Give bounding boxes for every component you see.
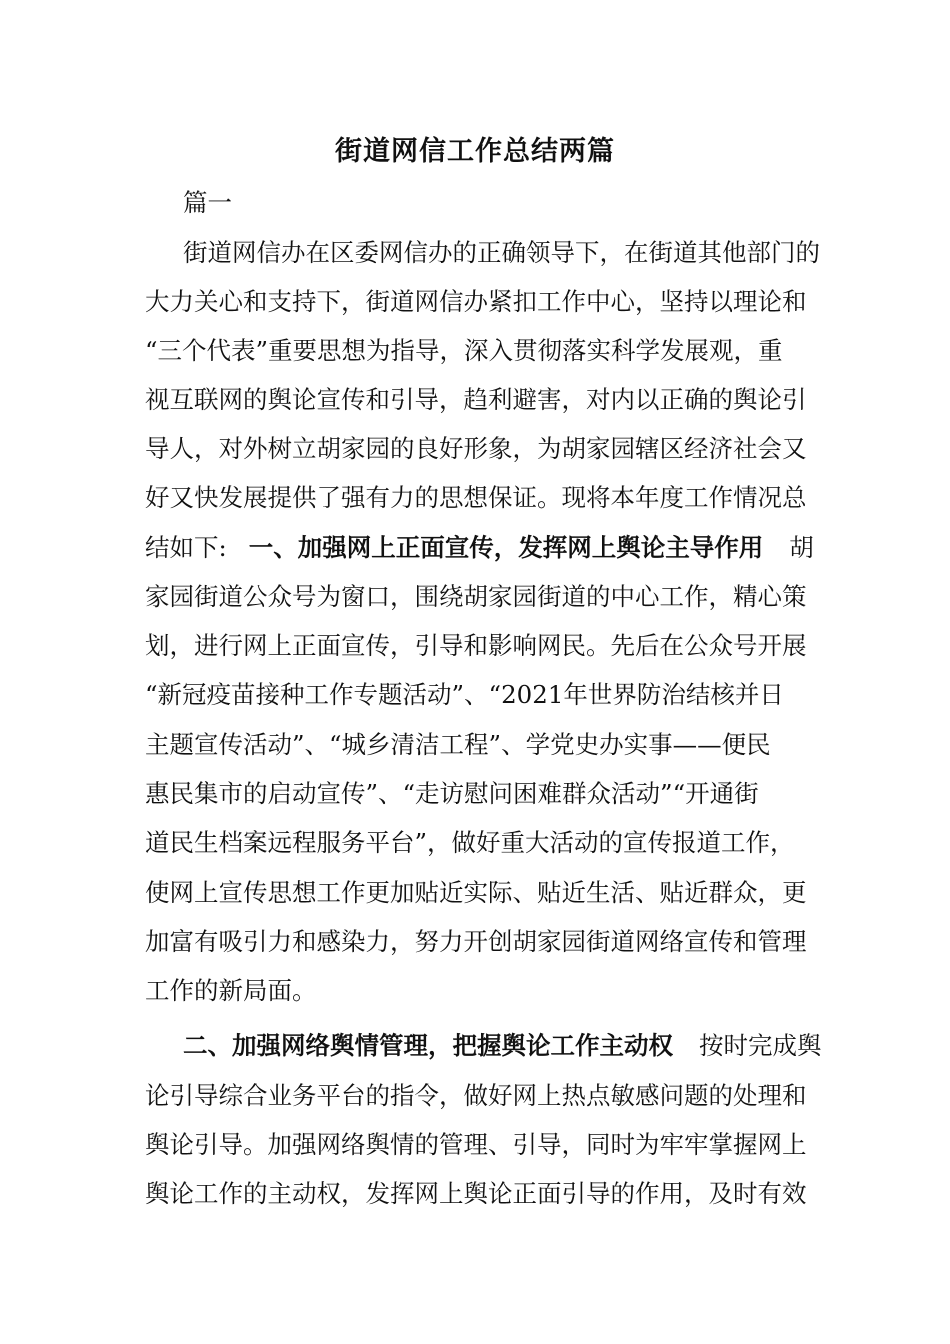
section-heading-2: 二、加强网络舆情管理，把握舆论工作主动权 (183, 1031, 673, 1060)
paragraph-line: 舆论引导。加强网络舆情的管理、引导，同时为牢牢掌握网上 (145, 1130, 807, 1159)
paragraph-line: 街道网信办在区委网信办的正确领导下，在街道其他部门的 (183, 238, 820, 267)
paragraph-line: 大力关心和支持下，街道网信办紧扣工作中心，坚持以理论和 (145, 287, 807, 316)
paragraph-line: 导人，对外树立胡家园的良好形象，为胡家园辖区经济社会又 (145, 434, 807, 463)
paragraph-line: “三个代表”重要思想为指导，深入贯彻落实科学发展观，重 (145, 336, 783, 365)
line-suffix: 按时完成舆 (699, 1031, 822, 1060)
section-label: 篇一 (183, 188, 232, 217)
paragraph-line-with-heading (145, 528, 814, 568)
section-heading-1: 一、加强网上正面宣传，发挥网上舆论主导作用 (248, 533, 764, 562)
paragraph-line: 舆论工作的主动权，发挥网上舆论正面引导的作用，及时有效 (145, 1179, 807, 1208)
paragraph-line: 视互联网的舆论宣传和引导，趋利避害，对内以正确的舆论引 (145, 385, 807, 414)
paragraph-line: 工作的新局面。 (145, 976, 317, 1005)
paragraph-line: 论引导综合业务平台的指令，做好网上热点敏感问题的处理和 (145, 1081, 807, 1110)
paragraph-line: “新冠疫苗接种工作专题活动”、“2021年世界防治结核并日 (145, 680, 784, 709)
paragraph-line: 使网上宣传思想工作更加贴近实际、贴近生活、贴近群众，更 (145, 878, 807, 907)
paragraph-line: 家园街道公众号为窗口，围绕胡家园街道的中心工作，精心策 (145, 582, 807, 611)
line-prefix: 结如下: (145, 533, 227, 562)
paragraph-line: 划，进行网上正面宣传，引导和影响网民。先后在公众号开展 (145, 631, 807, 660)
document-title: 街道网信工作总结两篇 (335, 136, 615, 167)
paragraph-line-with-heading (183, 1026, 822, 1066)
line-suffix: 胡 (789, 533, 814, 562)
paragraph-line: 主题宣传活动”、“城乡清洁工程”、学党史办实事——便民 (145, 730, 771, 759)
paragraph-line: 好又快发展提供了强有力的思想保证。现将本年度工作情况总 (145, 483, 807, 512)
paragraph-line: 惠民集市的启动宣传”、“走访慰问困难群众活动”“开通街 (145, 779, 759, 808)
paragraph-line: 加富有吸引力和感染力，努力开创胡家园街道网络宣传和管理 (145, 927, 807, 956)
paragraph-line: 道民生档案远程服务平台”，做好重大活动的宣传报道工作， (145, 828, 795, 857)
